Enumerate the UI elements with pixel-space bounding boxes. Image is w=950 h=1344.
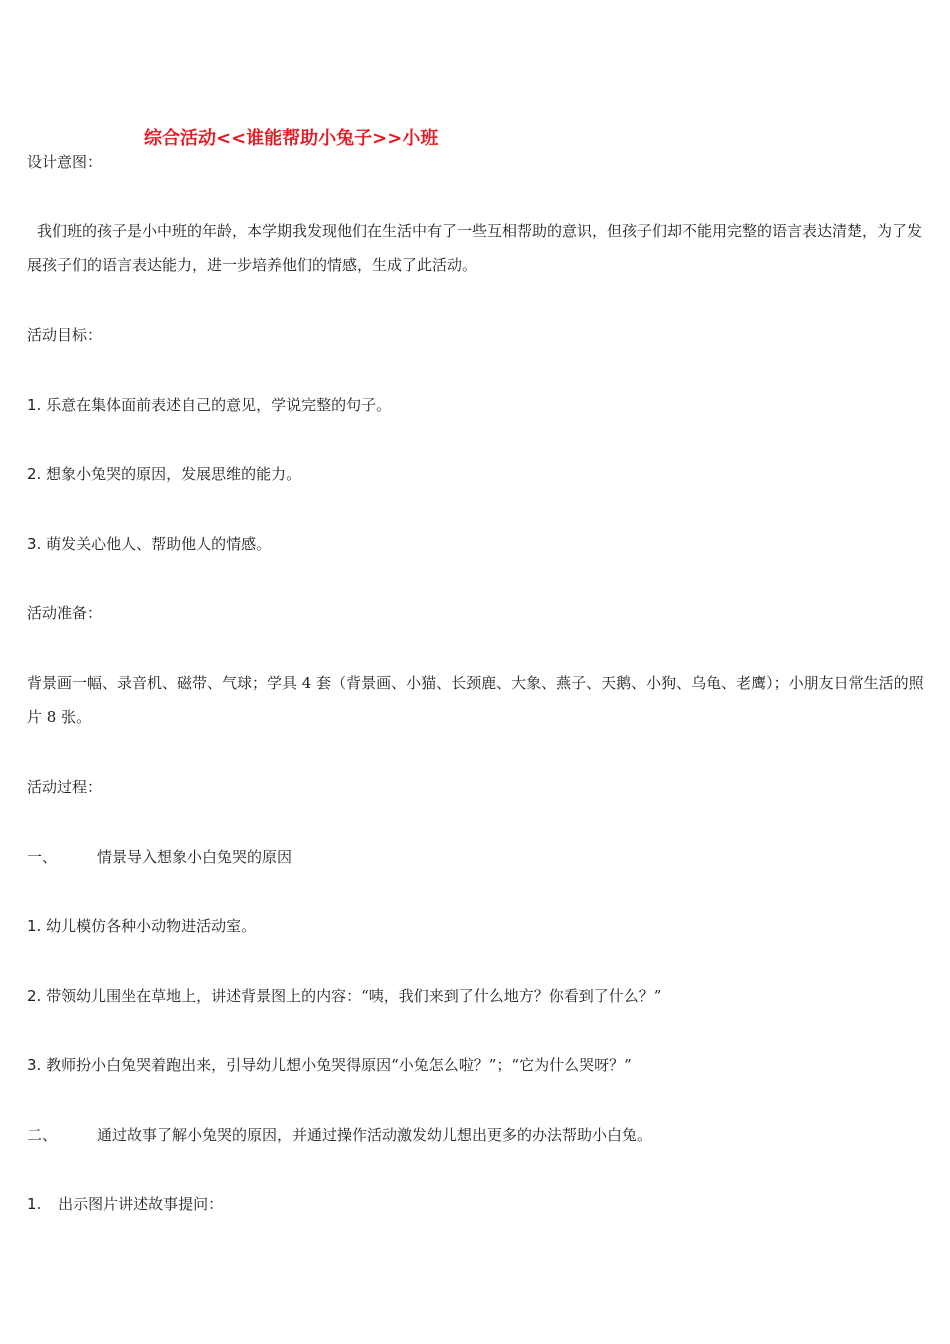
goal-text: 想象小兔哭的原因，发展思维的能力。 <box>46 465 302 483</box>
list-item <box>27 909 256 943</box>
goal-text: 乐意在集体面前表述自己的意见，学说完整的句子。 <box>46 396 392 414</box>
goals-label: 活动目标： <box>27 326 103 344</box>
goal-item <box>27 457 301 491</box>
goal-number: 1. <box>27 396 42 414</box>
goal-number: 2. <box>27 465 42 483</box>
item-text: 教师扮小白兔哭着跑出来，引导幼儿想小兔哭得原因“小兔怎么啦？”；“它为什么哭呀？” <box>46 1056 632 1074</box>
design-intent-label: 设计意图： <box>27 153 103 171</box>
page-title: 综合活动<<谁能帮助小兔子>>小班 <box>144 128 439 149</box>
process-label: 活动过程： <box>27 778 103 796</box>
goal-item <box>27 388 391 422</box>
item-text: 带领幼儿围坐在草地上，讲述背景图上的内容：“咦，我们来到了什么地方？你看到了什么？” <box>46 987 662 1005</box>
section-heading <box>27 1118 652 1152</box>
section-text: 通过故事了解小兔哭的原因，并通过操作活动激发幼儿想出更多的办法帮助小白兔。 <box>97 1126 653 1144</box>
section-number: 一、 <box>27 848 58 866</box>
prep-paragraph: 背景画一幅、录音机、磁带、气球；学具 4 套（背景画、小猫、长颈鹿、大象、燕子、天鹅、小狗、乌龟、老鹰）；小朋友日常生活的照片 8 张。 <box>27 674 924 726</box>
goal-item <box>27 527 271 561</box>
section-heading <box>27 840 292 874</box>
design-intent-paragraph: 我们班的孩子是小中班的年龄，本学期我发现他们在生活中有了一些互相帮助的意识，但孩子们却不能用完整的语言表达清楚，为了发展孩子们的语言表达能力，进一步培养他们的情感，生成了此活动。 <box>27 222 923 274</box>
section-text: 情景导入想象小白兔哭的原因 <box>97 848 293 866</box>
item-text: 幼儿模仿各种小动物进活动室。 <box>46 917 257 935</box>
section-number: 二、 <box>27 1126 58 1144</box>
item-text: 出示图片讲述故事提问： <box>58 1195 224 1213</box>
item-number: 1. <box>27 917 42 935</box>
item-number: 3. <box>27 1056 42 1074</box>
goal-text: 萌发关心他人、帮助他人的情感。 <box>46 535 272 553</box>
list-item <box>27 979 661 1013</box>
goal-number: 3. <box>27 535 42 553</box>
item-number: 2. <box>27 987 42 1005</box>
list-item <box>27 1187 223 1221</box>
list-item <box>27 1048 632 1082</box>
prep-label: 活动准备： <box>27 604 103 622</box>
item-number: 1. <box>27 1195 42 1213</box>
